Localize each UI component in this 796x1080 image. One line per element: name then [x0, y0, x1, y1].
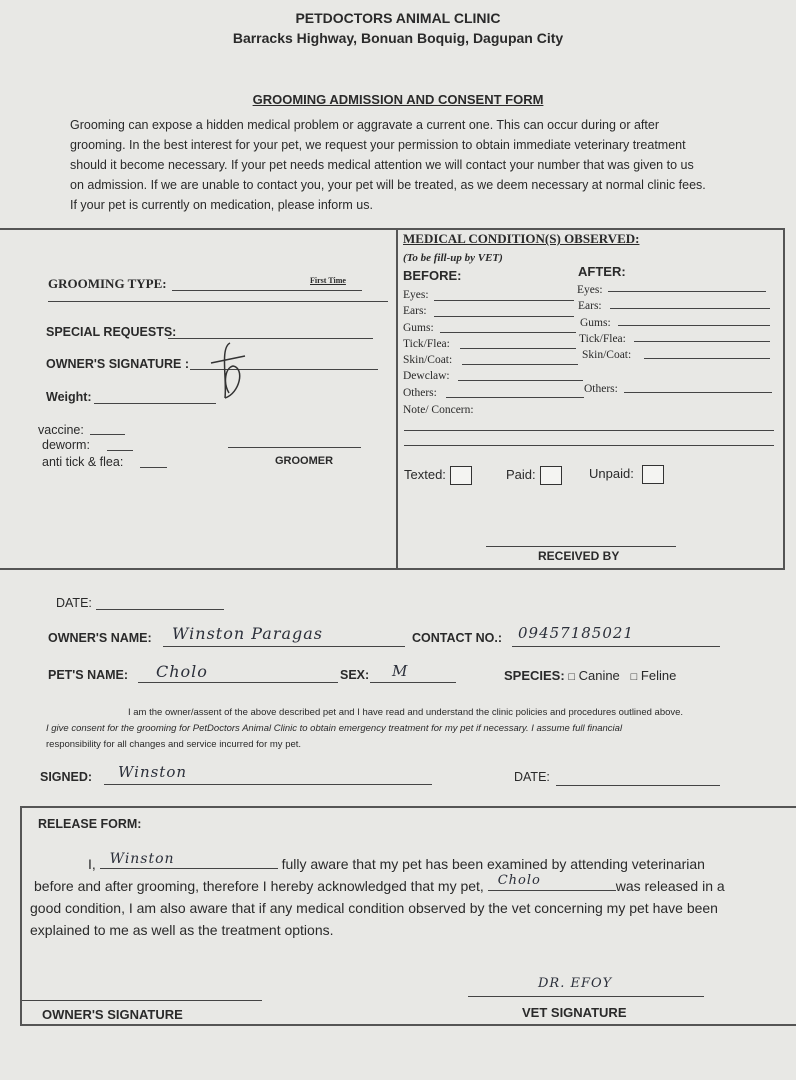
medical-title: MEDICAL CONDITION(S) OBSERVED: [403, 231, 640, 246]
received-by-line[interactable] [486, 546, 676, 547]
feline-checkbox-icon[interactable]: □ [630, 671, 638, 683]
after-skincoat-field[interactable] [644, 358, 770, 359]
pet-name-value: Cholo [156, 662, 208, 681]
pet-name-field[interactable] [138, 682, 338, 683]
intro-line: Grooming can expose a hidden medical problem or aggravate a current one. This can occur during or after [70, 118, 659, 132]
species-group [504, 668, 676, 683]
release-text: good condition, I am also aware that if any medical condition observed by the vet concerning my pet have been [30, 900, 718, 916]
contact-value: 09457185021 [518, 624, 634, 642]
after-tickflea-label: Tick/Flea: [579, 333, 626, 345]
sex-value: M [392, 662, 409, 680]
after-eyes-label: Eyes: [577, 284, 603, 296]
weight-label: Weight: [46, 390, 92, 404]
after-label: AFTER: [578, 264, 626, 279]
release-owner-field[interactable] [100, 851, 278, 869]
before-ears-field[interactable] [434, 316, 574, 317]
owner-signature-label: OWNER'S SIGNATURE : [46, 357, 190, 371]
special-requests-field[interactable] [168, 338, 373, 339]
after-skincoat-label: Skin/Coat: [582, 349, 632, 361]
date-label: DATE: [56, 596, 92, 610]
unpaid-label: Unpaid: [589, 465, 634, 481]
consent-line: I am the owner/assent of the above described pet and I have read and understand the clinic policies and procedures outlined above. [128, 707, 684, 718]
after-others-label: Others: [584, 383, 618, 395]
before-gums-field[interactable] [440, 332, 576, 333]
before-tickflea-label: Tick/Flea: [403, 338, 450, 350]
intro-line: If your pet is currently on medication, please inform us. [70, 198, 373, 212]
received-by-label: RECEIVED BY [538, 549, 620, 563]
deworm-field[interactable] [107, 450, 133, 451]
unpaid-checkbox[interactable] [642, 465, 664, 484]
species-label: SPECIES: [504, 668, 565, 683]
pet-name-label: PET'S NAME: [48, 668, 129, 682]
anti-tick-field[interactable] [140, 467, 167, 468]
consent-line: responsibility for all changes and service incurred for my pet. [46, 739, 302, 750]
grooming-type-extra-line[interactable] [48, 301, 388, 302]
canine-checkbox-icon[interactable]: □ [568, 671, 575, 683]
date-field[interactable] [96, 609, 224, 610]
sex-label: SEX: [340, 668, 370, 682]
note-line-1[interactable] [404, 430, 774, 431]
release-text: before and after grooming, therefore I hereby acknowledged that my pet, [34, 878, 484, 894]
contact-label: CONTACT NO.: [412, 631, 503, 645]
after-gums-field[interactable] [618, 325, 770, 326]
release-text: explained to me as well as the treatment options. [30, 922, 334, 938]
intro-line: on admission. If we are unable to contact you, your pet will be treated, as we deem necessary at normal clinic fees. [70, 178, 706, 192]
after-eyes-field[interactable] [608, 291, 766, 292]
intro-paragraph [70, 115, 720, 215]
release-pet-value: Cholo [497, 873, 541, 888]
before-others-label: Others: [403, 387, 437, 399]
form-title: GROOMING ADMISSION AND CONSENT FORM [252, 92, 544, 107]
feline-label: Feline [640, 668, 677, 683]
vaccine-field[interactable] [90, 434, 125, 435]
canine-label: Canine [578, 668, 620, 683]
release-text: fully aware that my pet has been examined by attending veterinarian [281, 856, 705, 872]
groomer-label: GROOMER [275, 455, 334, 467]
texted-checkbox[interactable] [450, 466, 472, 485]
before-eyes-label: Eyes: [403, 289, 429, 301]
before-ears-label: Ears: [403, 305, 427, 317]
after-ears-field[interactable] [610, 308, 770, 309]
release-pet-field[interactable] [488, 873, 616, 891]
contact-field[interactable] [512, 646, 720, 647]
species-feline-option[interactable] [631, 668, 677, 683]
owner-name-label: OWNER'S NAME: [48, 631, 152, 645]
signed-field[interactable] [104, 784, 432, 785]
release-text: was released in a [615, 878, 725, 894]
vaccine-label: vaccine: [38, 423, 84, 437]
consent-paragraph [0, 705, 796, 753]
before-dewclaw-label: Dewclaw: [403, 370, 450, 382]
release-owner-signature-line[interactable] [22, 1000, 262, 1001]
before-tickflea-field[interactable] [460, 348, 576, 349]
texted-checkbox-group[interactable] [404, 466, 472, 485]
paid-checkbox[interactable] [540, 466, 562, 485]
owner-name-field[interactable] [163, 646, 405, 647]
note-concern-label: Note/ Concern: [403, 404, 474, 416]
vet-signature-value: DR. EFOY [538, 976, 613, 991]
intro-line: grooming. In the best interest for your pet, we request your permission to obtain immediate veterinary treatment [70, 138, 686, 152]
vet-signature-label: VET SIGNATURE [522, 1005, 627, 1020]
after-tickflea-field[interactable] [634, 341, 770, 342]
medical-subtitle: (To be fill-up by VET) [403, 252, 503, 264]
weight-field[interactable] [94, 403, 216, 404]
grooming-type-value: First Time [310, 276, 346, 285]
paid-checkbox-group[interactable] [506, 466, 562, 485]
groomer-signature-line[interactable] [228, 447, 361, 448]
release-i-label: I, [88, 856, 96, 872]
unpaid-checkbox-group[interactable] [589, 465, 664, 484]
grooming-type-field[interactable] [172, 290, 362, 291]
release-owner-value: Winston [109, 851, 175, 867]
signed-value: Winston [118, 763, 188, 781]
signed-date-label: DATE: [514, 770, 550, 784]
intro-line: should it become necessary. If your pet needs medical attention we will contact your number that was given to us [70, 158, 694, 172]
owner-name-value: Winston Paragas [172, 624, 324, 643]
sex-field[interactable] [370, 682, 456, 683]
note-line-2[interactable] [404, 445, 774, 446]
grooming-type-label: GROOMING TYPE: [48, 276, 167, 291]
anti-tick-label: anti tick & flea: [42, 455, 124, 469]
paid-label: Paid: [506, 466, 536, 482]
owner-signature-mark [205, 338, 255, 403]
before-label: BEFORE: [403, 268, 462, 283]
before-gums-label: Gums: [403, 322, 434, 334]
clinic-address: Barracks Highway, Bonuan Boquig, Dagupan City [232, 30, 564, 46]
before-eyes-field[interactable] [434, 300, 574, 301]
after-ears-label: Ears: [578, 300, 602, 312]
before-others-field[interactable] [446, 397, 584, 398]
box-divider [396, 228, 398, 568]
signed-date-field[interactable] [556, 785, 720, 786]
before-skincoat-field[interactable] [462, 364, 578, 365]
release-paragraph [0, 853, 796, 941]
release-title: RELEASE FORM: [38, 817, 142, 831]
after-others-field[interactable] [624, 392, 772, 393]
release-owner-signature-label: OWNER'S SIGNATURE [42, 1007, 183, 1022]
after-gums-label: Gums: [580, 317, 611, 329]
before-skincoat-label: Skin/Coat: [403, 354, 453, 366]
deworm-label: deworm: [42, 438, 90, 452]
signed-label: SIGNED: [40, 770, 93, 784]
clinic-name: PETDOCTORS ANIMAL CLINIC [295, 10, 501, 26]
vet-signature-line[interactable] [468, 996, 704, 997]
special-requests-label: SPECIAL REQUESTS: [46, 325, 177, 339]
species-canine-option[interactable] [568, 668, 619, 683]
consent-line: I give consent for the grooming for PetDoctors Animal Clinic to obtain emergency treatment for my pet if necessary. I assume full financial [46, 723, 623, 734]
before-dewclaw-field[interactable] [458, 380, 583, 381]
texted-label: Texted: [404, 466, 446, 482]
